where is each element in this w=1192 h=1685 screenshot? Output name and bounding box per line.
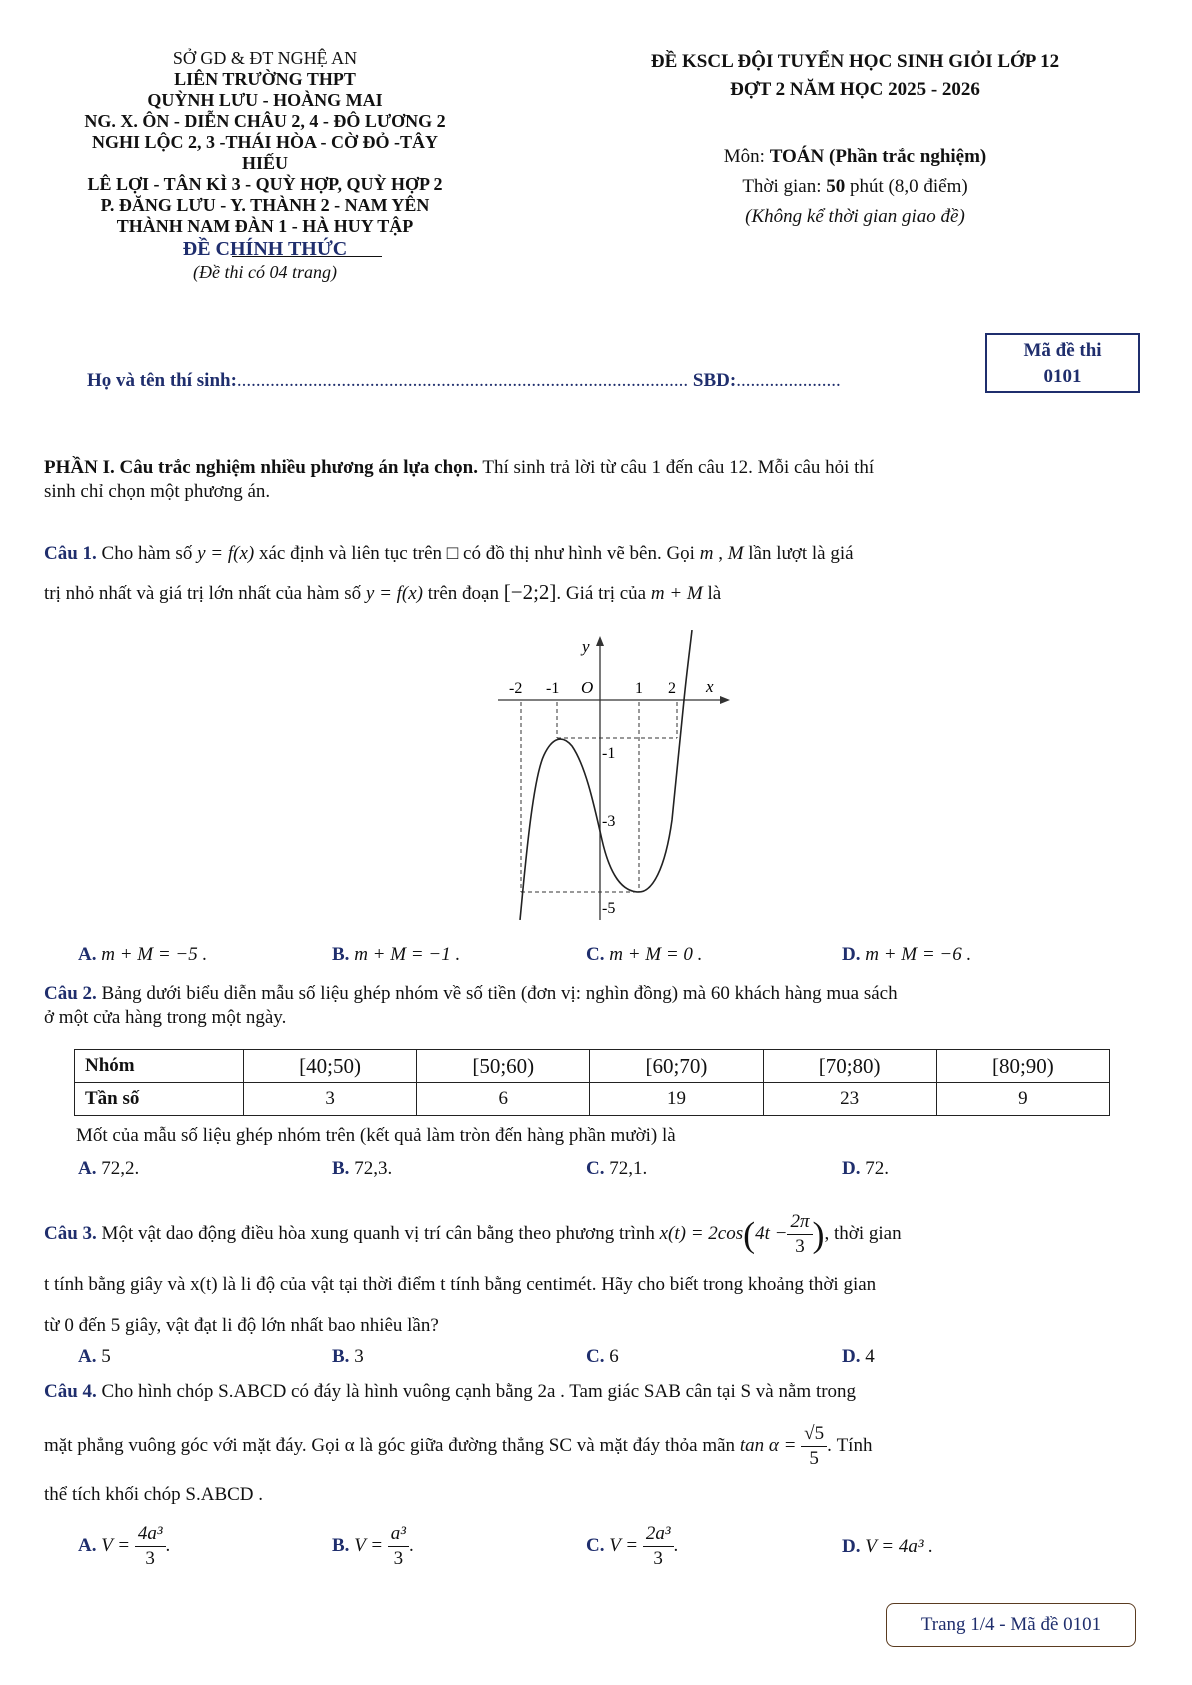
question-label: Câu 4. — [44, 1381, 97, 1402]
exam-title: ĐỀ KSCL ĐỘI TUYỂN HỌC SINH GIỎI LỚP 12 — [650, 51, 1060, 72]
question-4-line2: mặt phẳng vuông góc với mặt đáy. Gọi α là góc giữa đường thẳng SC và mặt đáy thỏa mãn tan α = $\frac{√5}{5}$ . Tính — [44, 1423, 873, 1469]
fraction: $\frac{√5}{5}$ — [801, 1422, 827, 1471]
table-cell: 3 — [244, 1083, 417, 1116]
x-axis-label: x — [706, 677, 714, 696]
option-b[interactable]: B. V = $\frac{\text{a³}}{3}$ . — [332, 1523, 414, 1569]
option-b[interactable]: B. 72,3. — [332, 1158, 393, 1179]
question-label: Câu 1. — [44, 543, 97, 564]
table-header: Nhóm — [75, 1050, 244, 1083]
part1-instructions: PHẦN I. Câu trắc nghiệm nhiều phương án lựa chọn. Thí sinh trả lời từ câu 1 đến câu 12. Mỗi câu hỏi thí sinh chỉ chọn một phương án. — [44, 457, 875, 502]
x-tick-label: -1 — [546, 680, 560, 697]
y-tick-label: -1 — [602, 745, 616, 762]
school-line: THÀNH NAM ĐÀN 1 - HÀ HUY TẬP — [116, 216, 414, 236]
x-axis-arrow — [720, 696, 730, 704]
question-3-line3: từ 0 đến 5 giây, vật đạt li độ lớn nhất bao nhiêu lần? — [44, 1315, 439, 1336]
candidate-line — [87, 370, 841, 392]
header-left — [60, 48, 470, 283]
option-b[interactable]: B. 3 — [332, 1346, 364, 1367]
table-cell: 19 — [590, 1083, 763, 1116]
exam-code-box — [985, 333, 1140, 393]
y-tick-label: -5 — [602, 900, 616, 917]
exam-meta — [560, 142, 1150, 232]
table-row — [75, 1050, 1110, 1083]
question-1: Câu 1. Cho hàm số y = f(x) xác định và liên tục trên □ có đồ thị như hình vẽ bên. Gọi m , M lần lượt là giá — [44, 543, 854, 564]
option-c[interactable]: C. 72,1. — [586, 1158, 648, 1179]
option-a[interactable]: A. V = $\frac{\text{4a³}}{3}$ . — [78, 1523, 171, 1569]
question-label: Câu 3. — [44, 1222, 97, 1244]
option-d[interactable]: D. 4 — [842, 1346, 875, 1367]
sbd-field[interactable]: ...................... — [736, 370, 841, 391]
table-row — [75, 1083, 1110, 1116]
option-a[interactable]: A. 72,2. — [78, 1158, 140, 1179]
page-footer: Trang 1/4 - Mã đề 0101 — [886, 1603, 1136, 1647]
school-line: NG. X. ÔN - DIỄN CHÂU 2, 4 - ĐÔ LƯƠNG 2 — [84, 111, 446, 131]
y-axis-label: y — [582, 637, 590, 656]
table-cell: [80;90) — [936, 1050, 1109, 1083]
school-line: LIÊN TRƯỜNG THPT — [174, 69, 356, 89]
function-curve — [520, 630, 692, 920]
question-2: Câu 2. Bảng dưới biểu diễn mẫu số liệu ghép nhóm về số tiền (đơn vị: nghìn đồng) mà 60 khách hàng mua sách ở một cửa hàng trong một ngày. — [44, 983, 898, 1028]
question-4-options — [78, 1522, 1078, 1578]
table-cell: [70;80) — [763, 1050, 936, 1083]
table-cell: 6 — [417, 1083, 590, 1116]
table-cell: 9 — [936, 1083, 1109, 1116]
y-tick-label: -3 — [602, 813, 616, 830]
official-label: ĐỀ CHÍNH THỨC — [182, 238, 348, 260]
part1-title: PHẦN I. Câu trắc nghiệm nhiều phương án lựa chọn. — [44, 457, 478, 478]
y-axis-arrow — [596, 636, 604, 646]
option-a[interactable]: A. 5 — [78, 1346, 111, 1367]
question-label: Câu 2. — [44, 983, 97, 1004]
table-cell: 23 — [763, 1083, 936, 1116]
candidate-name-field[interactable]: ............................................................................................... — [236, 370, 689, 391]
question-2-prompt: Mốt của mẫu số liệu ghép nhóm trên (kết quả làm tròn đến hàng phần mười) là — [76, 1125, 676, 1146]
table-cell: [60;70) — [590, 1050, 763, 1083]
question-1-line2: trị nhỏ nhất và giá trị lớn nhất của hàm số y = f(x) trên đoạn [−2;2]. Giá trị của m + M là — [44, 580, 722, 604]
exam-code-value: 0101 — [1043, 366, 1082, 387]
fraction: $\frac{2\pi}{3}$ — [787, 1210, 812, 1259]
question-4: Câu 4. Cho hình chóp S.ABCD có đáy là hình vuông cạnh bằng 2a . Tam giác SAB cân tại S và nằm trong — [44, 1381, 857, 1402]
option-c[interactable]: C. V = $\frac{\text{2a³}}{3}$ . — [586, 1523, 679, 1569]
candidate-name-label: Họ và tên thí sinh: — [87, 370, 237, 391]
time-note: (Không kể thời gian giao đề) — [745, 206, 965, 227]
table-header: Tần số — [75, 1083, 244, 1116]
option-d[interactable]: D. m + M = −6 . — [842, 944, 972, 965]
subject-line: Môn: TOÁN (Phần trắc nghiệm) — [723, 146, 987, 167]
real-set-symbol: □ — [446, 543, 459, 564]
school-line: LÊ LỢI - TÂN KÌ 3 - QUỲ HỢP, QUỲ HỢP 2 — [87, 174, 443, 194]
pages-note: (Đề thi có 04 trang) — [193, 262, 337, 282]
question-3-line2: t tính bằng giây và x(t) là li độ của vật tại thời điểm t tính bằng centimét. Hãy cho biết trong khoảng thời gian — [44, 1274, 877, 1295]
option-b[interactable]: B. m + M = −1 . — [332, 944, 461, 965]
time-line: Thời gian: 50 phút (8,0 điểm) — [742, 176, 968, 197]
x-tick-label: 2 — [668, 680, 676, 697]
school-line: QUỲNH LƯU - HOÀNG MAI — [147, 90, 383, 110]
school-line: NGHI LỘC 2, 3 -THÁI HÒA - CỜ ĐỎ -TÂY — [91, 132, 439, 152]
header-underline — [232, 256, 382, 257]
exam-code-label: Mã đề thi — [1023, 340, 1102, 361]
question-3: Câu 3. Một vật dao động điều hòa xung quanh vị trí cân bằng theo phương trình x(t) = 2cos(4t − $\frac{2\pi}{3}$ ), thời gian — [44, 1211, 902, 1257]
exam-round: ĐỢT 2 NĂM HỌC 2025 - 2026 — [730, 79, 980, 100]
school-line: HIẾU — [241, 153, 288, 173]
subject: TOÁN (Phần trắc nghiệm) — [769, 146, 987, 167]
function-graph — [490, 630, 740, 920]
option-c[interactable]: C. 6 — [586, 1346, 619, 1367]
time-value: 50 — [826, 176, 846, 197]
department: SỞ GD & ĐT NGHỆ AN — [172, 48, 358, 68]
option-c[interactable]: C. m + M = 0 . — [586, 944, 703, 965]
school-line: P. ĐĂNG LƯU - Y. THÀNH 2 - NAM YÊN — [100, 195, 430, 215]
origin-label: O — [581, 678, 594, 697]
x-tick-label: -2 — [509, 680, 523, 697]
table-cell: [50;60) — [417, 1050, 590, 1083]
option-d[interactable]: D. V = 4a³ . — [842, 1536, 934, 1557]
header-right — [560, 48, 1150, 104]
option-d[interactable]: D. 72. — [842, 1158, 889, 1179]
question-4-line3: thể tích khối chóp S.ABCD . — [44, 1484, 264, 1505]
x-tick-label: 1 — [635, 680, 643, 697]
option-a[interactable]: A. m + M = −5 . — [78, 944, 208, 965]
sbd-label: SBD: — [692, 370, 737, 391]
table-cell: [40;50) — [244, 1050, 417, 1083]
frequency-table — [74, 1049, 1110, 1116]
